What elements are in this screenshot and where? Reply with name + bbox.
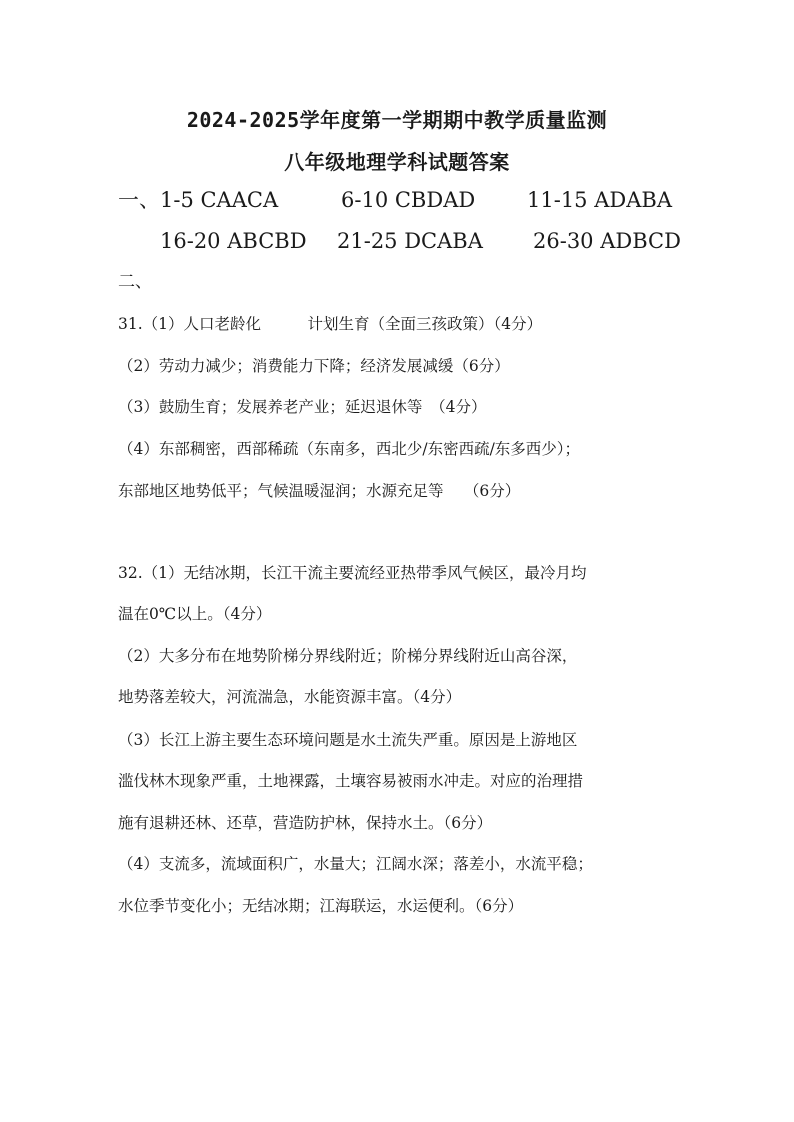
answer-line: 温在0℃以上。（4分） (118, 605, 272, 623)
answer-line: 32.（1）无结冰期，长江干流主要流经亚热带季风气候区，最冷月均 (118, 564, 587, 582)
mc-answers-16-20: 16-20 ABCBD (160, 229, 307, 253)
answer-line: 滥伐林木现象严重，土地裸露，土壤容易被雨水冲走。对应的治理措 (118, 772, 584, 790)
mc-answers-1-5: 一、1-5 CAACA (118, 188, 279, 212)
answer-line: （3）长江上游主要生态环境问题是水土流失严重。原因是上游地区 (118, 731, 578, 749)
document-title: 2024-2025学年度第一学期期中教学质量监测 (186, 108, 608, 132)
answer-line: 水位季节变化小；无结冰期；江海联运，水运便利。（6分） (118, 897, 524, 915)
answer-line: （4）支流多，流域面积广，水量大；江阔水深；落差小，水流平稳； (118, 855, 593, 873)
answer-line: 地势落差较大，河流湍急，水能资源丰富。（4分） (118, 688, 462, 706)
mc-answers-11-15: 11-15 ADABA (527, 188, 672, 212)
mc-answers-21-25: 21-25 DCABA (337, 229, 483, 253)
answer-line: 31.（1）人口老龄化 计划生育（全面三孩政策）（4分） (118, 315, 543, 333)
answer-line: （2）劳动力减少；消费能力下降；经济发展减缓（6分） (118, 357, 510, 375)
answer-line: 施有退耕还林、还草，营造防护林，保持水土。（6分） (118, 814, 493, 832)
document-subtitle: 八年级地理学科试题答案 (284, 150, 510, 174)
answer-line: 东部地区地势低平；气候温暖湿润；水源充足等 （6分） (118, 482, 521, 500)
answer-line: （3）鼓励生育；发展养老产业；延迟退休等 （4分） (118, 398, 487, 416)
section-2-label: 二、 (118, 272, 152, 292)
mc-answers-26-30: 26-30 ADBCD (533, 229, 681, 253)
mc-answers-6-10: 6-10 CBDAD (341, 188, 476, 212)
answer-line: （2）大多分布在地势阶梯分界线附近；阶梯分界线附近山高谷深， (118, 647, 578, 665)
answer-line: （4）东部稠密，西部稀疏（东南多，西北少/东密西疏/东多西少）； (118, 440, 581, 458)
